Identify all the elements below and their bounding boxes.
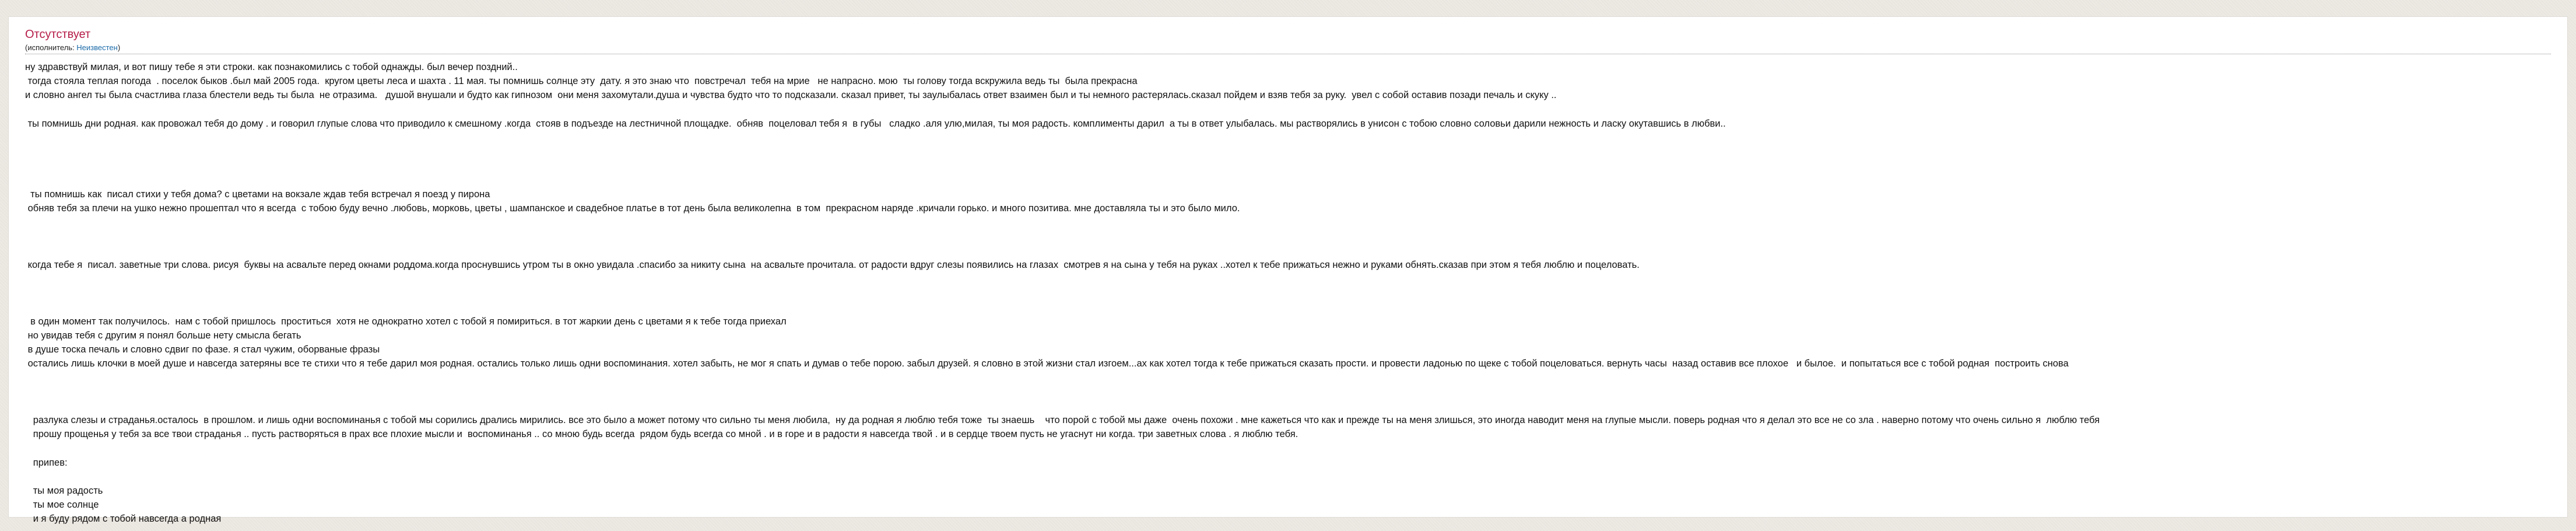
lyrics-line: ты помнишь как писал стихи у тебя дома? с цветами на вокзале ждав тебя встречал я поезд у пирона	[25, 188, 490, 200]
lyrics-line: в один момент так получилось. нам с тобой пришлось проститься хотя не однократно хотел с тобой я помириться. в тот жаркии день с цветами я к тебе тогда приехал	[25, 316, 787, 327]
lyrics-line: ты моя радость	[25, 485, 103, 496]
lyrics-line: когда тебе я писал. заветные три слова. рисуя буквы на асвальте перед окнами роддома.когда проснувшись утром ты в окно увидала .спасибо за никиту сына на асвальте прочитала. от радости вдруг слезы появились на глазах смотрев я на сына у тебя на руках ..хотел к тебе прижаться нежно и руками обнять.сказав при этом я тебя люблю и поцеловать.	[25, 259, 1640, 270]
song-title: Отсутствует	[25, 28, 91, 41]
lyrics-line: обняв тебя за плечи на ушко нежно прошептал что я всегда с тобою буду вечно .любовь, морковь, цветы , шампанское и свадебное платье в тот день была великолепна в том прекрасном наряде .кричали горько. и много позитива. мне доставляла ты и это было мило.	[25, 203, 1240, 214]
lyrics-line: остались лишь клочки в моей душе и навсегда затеряны все те стихи что я тебе дарил моя родная. остались только лишь одни воспоминания. хотел забыть, не мог я спать и думав о тебе порою. забыл друзей. я словно в этой жизни стал изгоем...ах как хотел тогда к тебе прижаться сказать прости. и провести ладонью по щеке с тобой поцеловаться. вернуть часы назад оставив все плохое и былое. и попытаться все с тобой родная построить снова	[25, 358, 2069, 369]
lyrics-line: разлука слезы и страданья.осталось в прошлом. и лишь одни воспоминанья с тобой мы сорились дрались мирились. все это было а может потому что сильно ты меня любила, ну да родная я люблю тебя тоже ты знаешь что порой с тобой мы даже очень похожи . мне кажеться что как и прежде ты на меня злишься, это иногда наводит меня на глупые мысли. поверь родная что я делал это все не со зла . наверно потому что очень сильно я люблю тебя	[25, 415, 2100, 425]
lyrics-panel	[8, 16, 2568, 525]
lyrics-line: ты мое солнце	[25, 499, 99, 511]
performer-link[interactable]: Неизвестен	[76, 43, 118, 52]
lyrics-line: в душе тоска печаль и словно сдвиг по фазе. я стал чужим, оборваные фразы	[25, 344, 380, 355]
lyrics-line: тогда стояла теплая погода . поселок быков .был май 2005 года. кругом цветы леса и шахта . 11 мая. ты помнишь солнце эту дату. я это знаю что повстречал тебя на мрие не напрасно. мою ты голову тогда вскружила ведь ты была прекрасна	[25, 76, 1138, 87]
lyrics-line: и словно ангел ты была счастлива глаза блестели ведь ты была не отразима. душой внушали и будто как гипнозом они меня захомутали.душа и чувства будто что то подсказали. сказал привет, ты заулыбалась ответ взаимен был и ты немного растерялась.сказал пойдем и взяв тебя за руку. увел с собой оставив позади печаль и скуку ..	[25, 90, 1557, 101]
lyrics-line: но увидав тебя с другим я понял больше нету смысла бегать	[25, 330, 301, 341]
performer-prefix: (исполнитель:	[25, 43, 77, 52]
lyrics-line: прошу прощенья у тебя за все твои страданья .. пусть растворяться в прах все плохие мысли и воспоминанья .. со мною будь всегда рядом будь всегда со мной . и в горе и в радости я навсегда твой . и в сердце твоем пусть не угаснут ни когда. три заветных слова . я люблю тебя.	[25, 429, 1298, 440]
lyrics-line: ну здравствуй милая, и вот пишу тебе я эти строки. как познакомились с тобой однажды. был вечер поздний..	[25, 62, 518, 72]
lyrics-line: припев:	[25, 457, 68, 468]
lyrics-line: ты помнишь дни родная. как провожал тебя до дому . и говорил глупые слова что приводило к смешному .когда стояв в подъезде на лестничной площадке. обняв поцеловал тебя я в губы сладко .аля улю,милая, ты моя радость. комплименты дарил а ты в ответ улыбалась. мы растворялись в унисон с тобою словно соловьи дарили нежность и ласку окутавшись в любви..	[25, 118, 1726, 129]
performer-suffix: )	[117, 43, 121, 52]
lyrics-line: и я буду рядом с тобой навсегда а родная	[25, 513, 222, 525]
performer-line	[25, 43, 120, 53]
